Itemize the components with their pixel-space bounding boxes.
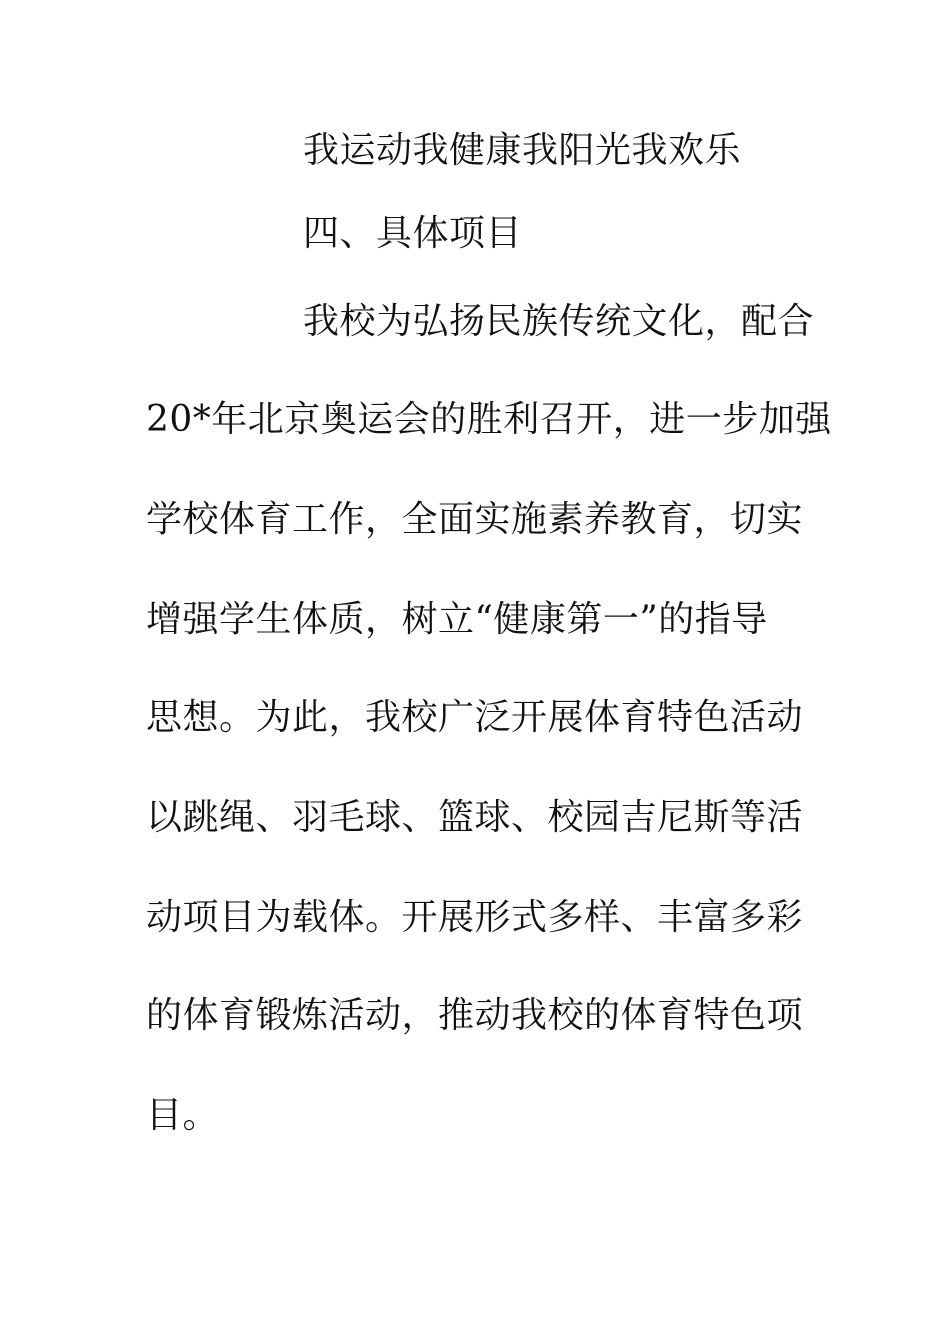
paragraph-line-7: 动项目为载体。开展形式多样、丰富多彩 (146, 897, 804, 938)
section-heading: 四、具体项目 (303, 213, 523, 254)
paragraph-line-1: 我校为弘扬民族传统文化，配合 (303, 301, 815, 342)
paragraph-line-6: 以跳绳、羽毛球、篮球、校园吉尼斯等活 (146, 797, 804, 838)
paragraph-line-8: 的体育锻炼活动，推动我校的体育特色项 (146, 995, 804, 1036)
paragraph-line-2: 20*年北京奥运会的胜利召开，进一步加强 (146, 399, 832, 440)
slogan-line: 我运动我健康我阳光我欢乐 (303, 130, 742, 171)
paragraph-line-9: 目。 (146, 1095, 220, 1136)
paragraph-line-3: 学校体育工作，全面实施素养教育，切实 (146, 499, 804, 540)
paragraph-line-4: 增强学生体质，树立“健康第一”的指导 (146, 599, 768, 640)
paragraph-line-5: 思想。为此，我校广泛开展体育特色活动 (146, 697, 804, 738)
